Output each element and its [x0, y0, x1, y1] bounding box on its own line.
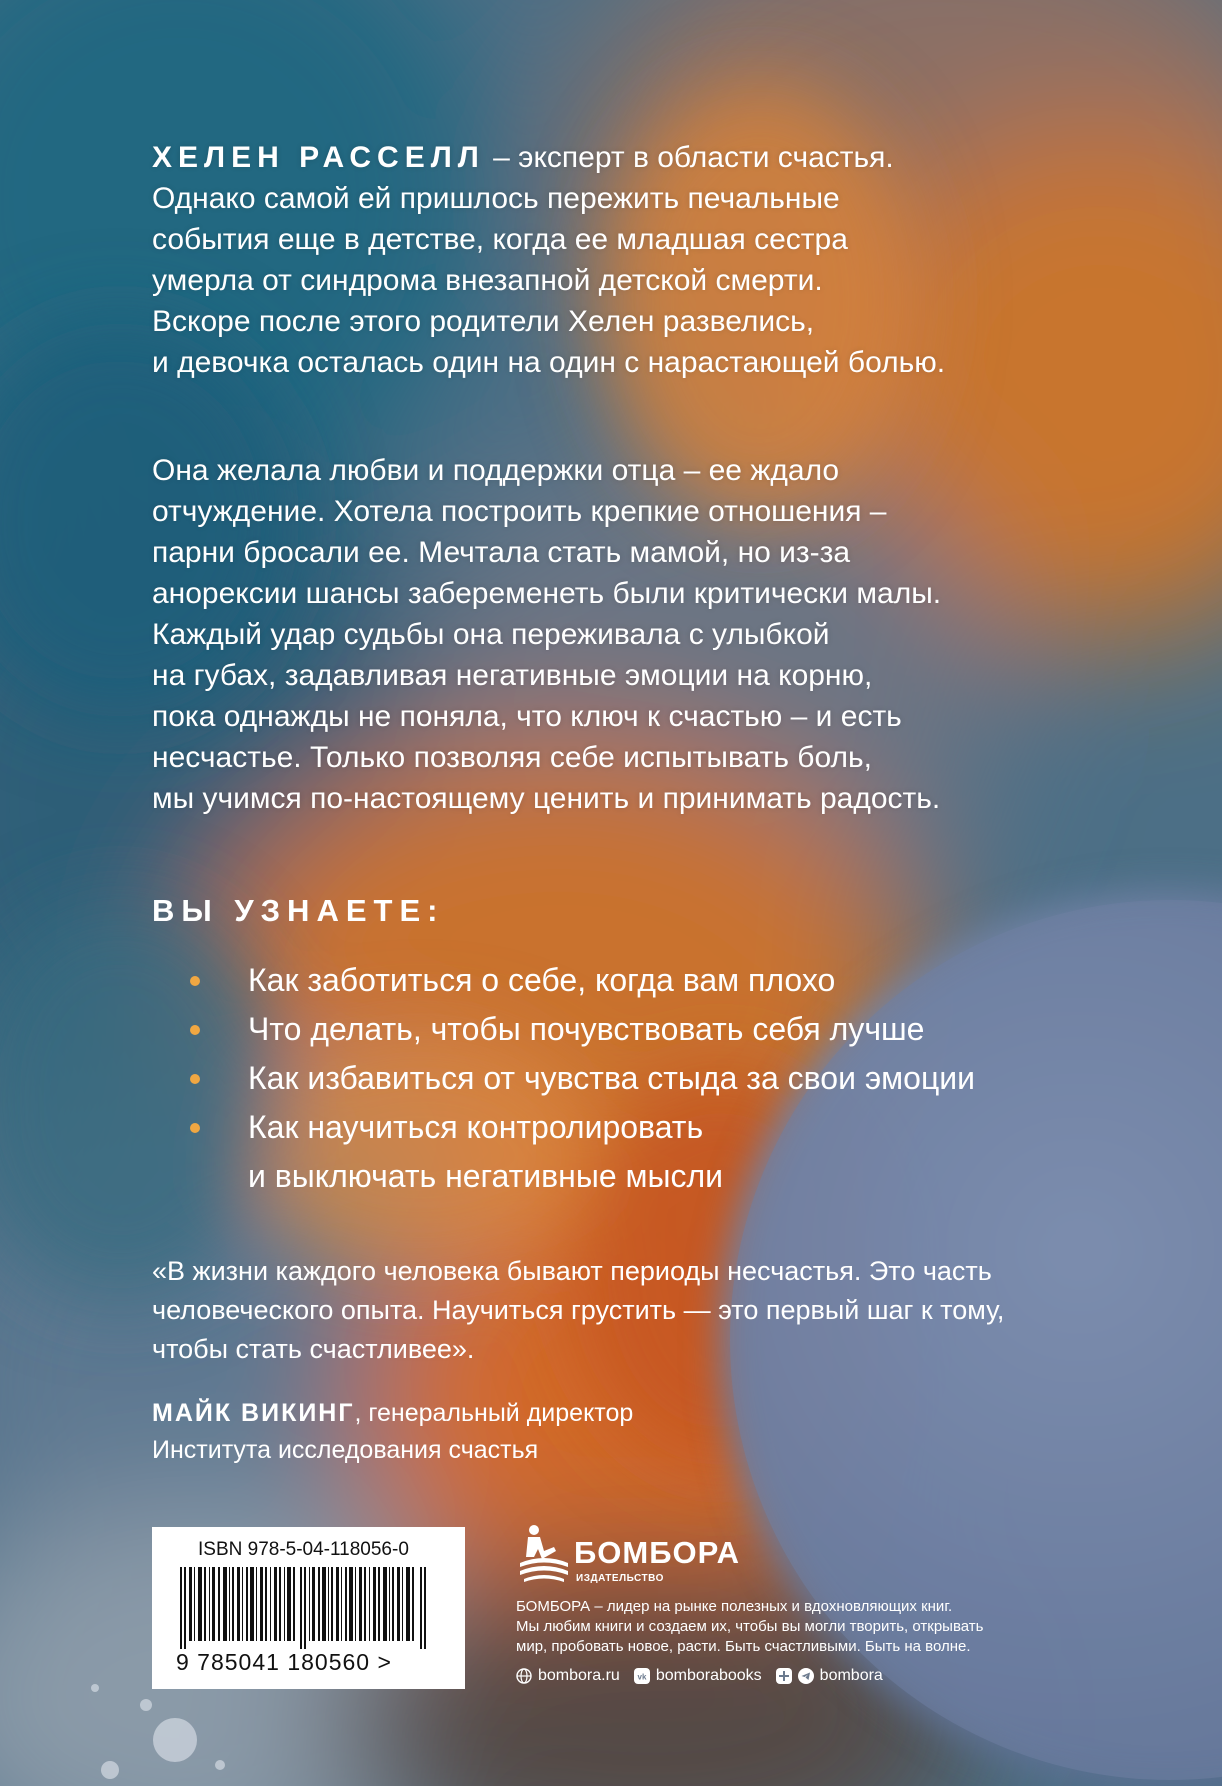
- publisher-links: [516, 1667, 883, 1685]
- bio-line-3: события еще в детстве, когда ее младшая сестра: [152, 223, 848, 256]
- list-item: Как научиться контролировать: [208, 1103, 1198, 1152]
- bio-line-6: и девочка осталась один на один с нарастающей болью.: [152, 346, 946, 379]
- quote-role: , генеральный директор: [354, 1399, 634, 1427]
- website-label: bombora.ru: [538, 1667, 620, 1684]
- telegram-icon: [798, 1668, 814, 1684]
- bio-line-2: Однако самой ей пришлось пережить печальные: [152, 182, 840, 215]
- bullet-dot-icon: [190, 1025, 200, 1035]
- bio-line-5: Вскоре после этого родители Хелен развелись,: [152, 305, 815, 338]
- vk-link[interactable]: [634, 1667, 762, 1685]
- quote-institute: Института исследования счастья: [152, 1436, 539, 1464]
- story-line-1: Она желала любви и поддержки отца – ее ждало: [152, 454, 840, 487]
- bio-text-1: – эксперт в области счастья.: [484, 141, 894, 174]
- list-item: Как заботиться о себе, когда вам плохо: [208, 956, 1198, 1005]
- isbn-digits: 9 785041 180560 >: [176, 1649, 392, 1675]
- svg-text:vk: vk: [637, 1672, 647, 1682]
- globe-icon: [516, 1668, 532, 1684]
- story-paragraph: [152, 450, 1152, 819]
- story-line-3: парни бросали ее. Мечтала стать мамой, но из-за: [152, 536, 851, 569]
- story-line-9: мы учимся по-настоящему ценить и принимать радость.: [152, 782, 941, 815]
- barcode-icon: [180, 1567, 438, 1649]
- messenger-link[interactable]: [776, 1667, 883, 1685]
- bio-line-1: [152, 137, 1152, 178]
- quote-line-2: человеческого опыта. Научиться грустить — это первый шаг к тому,: [152, 1295, 1005, 1325]
- publisher-desc-line-3: мир, пробовать новое, расти. Быть счастливыми. Быть на волне.: [516, 1638, 971, 1655]
- publisher-desc-line-2: Мы любим книги и создаем их, чтобы вы могли творить, открывать: [516, 1618, 984, 1635]
- bullet-dot-icon: [190, 1074, 200, 1084]
- author-name: ХЕЛЕН РАССЕЛЛ: [152, 141, 485, 174]
- list-item: Что делать, чтобы почувствовать себя лучше: [208, 1005, 1198, 1054]
- quote-line-1: «В жизни каждого человека бывают периоды несчастья. Это часть: [152, 1256, 992, 1286]
- list-item: Как избавиться от чувства стыда за свои эмоции: [208, 1054, 1198, 1103]
- author-bio: [152, 137, 1152, 383]
- bio-line-4: умерла от синдрома внезапной детской смерти.: [152, 264, 823, 297]
- publisher-description: [516, 1597, 1076, 1657]
- publisher-logo-icon: [514, 1523, 576, 1583]
- quote-line-3: чтобы стать счастливее».: [152, 1334, 475, 1364]
- story-line-2: отчуждение. Хотела построить крепкие отношения –: [152, 495, 887, 528]
- messenger-label: bombora: [819, 1667, 883, 1684]
- learn-list: [208, 956, 1198, 1201]
- attrib-line-1: [152, 1395, 633, 1432]
- quote-attribution: [152, 1395, 633, 1469]
- list-item-continuation: и выключать негативные мысли: [248, 1158, 724, 1194]
- vk-label: bomborabooks: [655, 1667, 762, 1684]
- bullet-dot-icon: [190, 1123, 200, 1133]
- quote-author: МАЙК ВИКИНГ: [152, 1399, 355, 1427]
- story-line-8: несчастье. Только позволяя себе испытывать боль,: [152, 741, 872, 774]
- publisher-subtitle: ИЗДАТЕЛЬСТВО: [576, 1573, 664, 1584]
- bullet-dot-icon: [190, 976, 200, 986]
- isbn-label: ISBN 978-5-04-118056-0: [198, 1539, 409, 1560]
- story-line-5: Каждый удар судьбы она переживала с улыбкой: [152, 618, 830, 651]
- story-line-4: анорексии шансы забеременеть были критически малы.: [152, 577, 942, 610]
- story-line-6: на губах, задавливая негативные эмоции на корню,: [152, 659, 873, 692]
- vk-icon: [634, 1668, 650, 1684]
- publisher-desc-line-1: БОМБОРА – лидер на рынке полезных и вдохновляющих книг.: [516, 1598, 953, 1615]
- quote: [152, 1252, 1192, 1369]
- story-line-7: пока однажды не поняла, что ключ к счастью – и есть: [152, 700, 902, 733]
- isbn-barcode-box: [152, 1527, 465, 1689]
- plus-icon: [776, 1668, 792, 1684]
- website-link[interactable]: [516, 1667, 620, 1685]
- learn-heading: ВЫ УЗНАЕТЕ:: [152, 893, 445, 928]
- publisher-name: БОМБОРА: [574, 1535, 740, 1570]
